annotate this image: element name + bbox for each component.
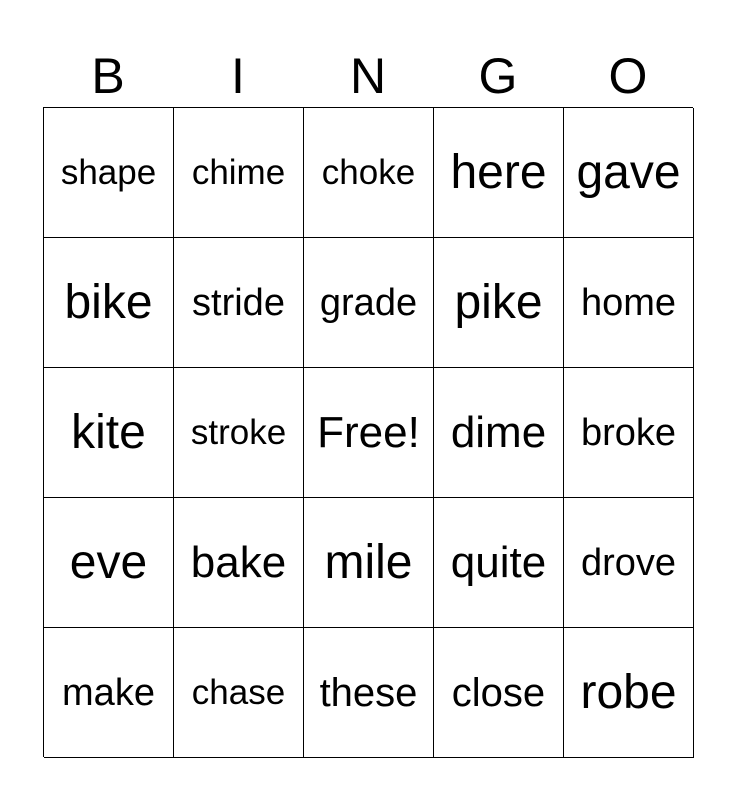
bingo-cell-r3-c5[interactable]: broke <box>564 368 694 498</box>
bingo-header <box>43 44 693 108</box>
bingo-cell-r2-c5[interactable]: home <box>564 238 694 368</box>
header-letter-g: G <box>478 48 518 104</box>
bingo-cell-r3-c3-free[interactable]: Free! <box>304 368 434 498</box>
header-letter-n: N <box>349 48 387 104</box>
bingo-cell-r1-c5[interactable]: gave <box>564 108 694 238</box>
bingo-cell-r4-c1[interactable]: eve <box>44 498 174 628</box>
bingo-cell-r5-c1[interactable]: make <box>44 628 174 758</box>
bingo-board <box>43 107 693 757</box>
bingo-cell-r4-c3[interactable]: mile <box>304 498 434 628</box>
header-letter-o: O <box>608 48 648 104</box>
bingo-cell-r2-c1[interactable]: bike <box>44 238 174 368</box>
bingo-cell-r4-c2[interactable]: bake <box>174 498 304 628</box>
bingo-cell-r5-c4[interactable]: close <box>434 628 564 758</box>
bingo-cell-r1-c2[interactable]: chime <box>174 108 304 238</box>
header-letter-b: B <box>91 48 125 104</box>
bingo-cell-r1-c3[interactable]: choke <box>304 108 434 238</box>
bingo-cell-r3-c2[interactable]: stroke <box>174 368 304 498</box>
bingo-cell-r3-c1[interactable]: kite <box>44 368 174 498</box>
bingo-cell-r4-c5[interactable]: drove <box>564 498 694 628</box>
bingo-cell-r2-c2[interactable]: stride <box>174 238 304 368</box>
bingo-cell-r2-c4[interactable]: pike <box>434 238 564 368</box>
bingo-cell-r4-c4[interactable]: quite <box>434 498 564 628</box>
header-letter-i: I <box>231 48 245 104</box>
bingo-cell-r2-c3[interactable]: grade <box>304 238 434 368</box>
bingo-cell-r5-c2[interactable]: chase <box>174 628 304 758</box>
bingo-cell-r1-c4[interactable]: here <box>434 108 564 238</box>
bingo-cell-r5-c3[interactable]: these <box>304 628 434 758</box>
bingo-cell-r1-c1[interactable]: shape <box>44 108 174 238</box>
bingo-cell-r3-c4[interactable]: dime <box>434 368 564 498</box>
bingo-cell-r5-c5[interactable]: robe <box>564 628 694 758</box>
